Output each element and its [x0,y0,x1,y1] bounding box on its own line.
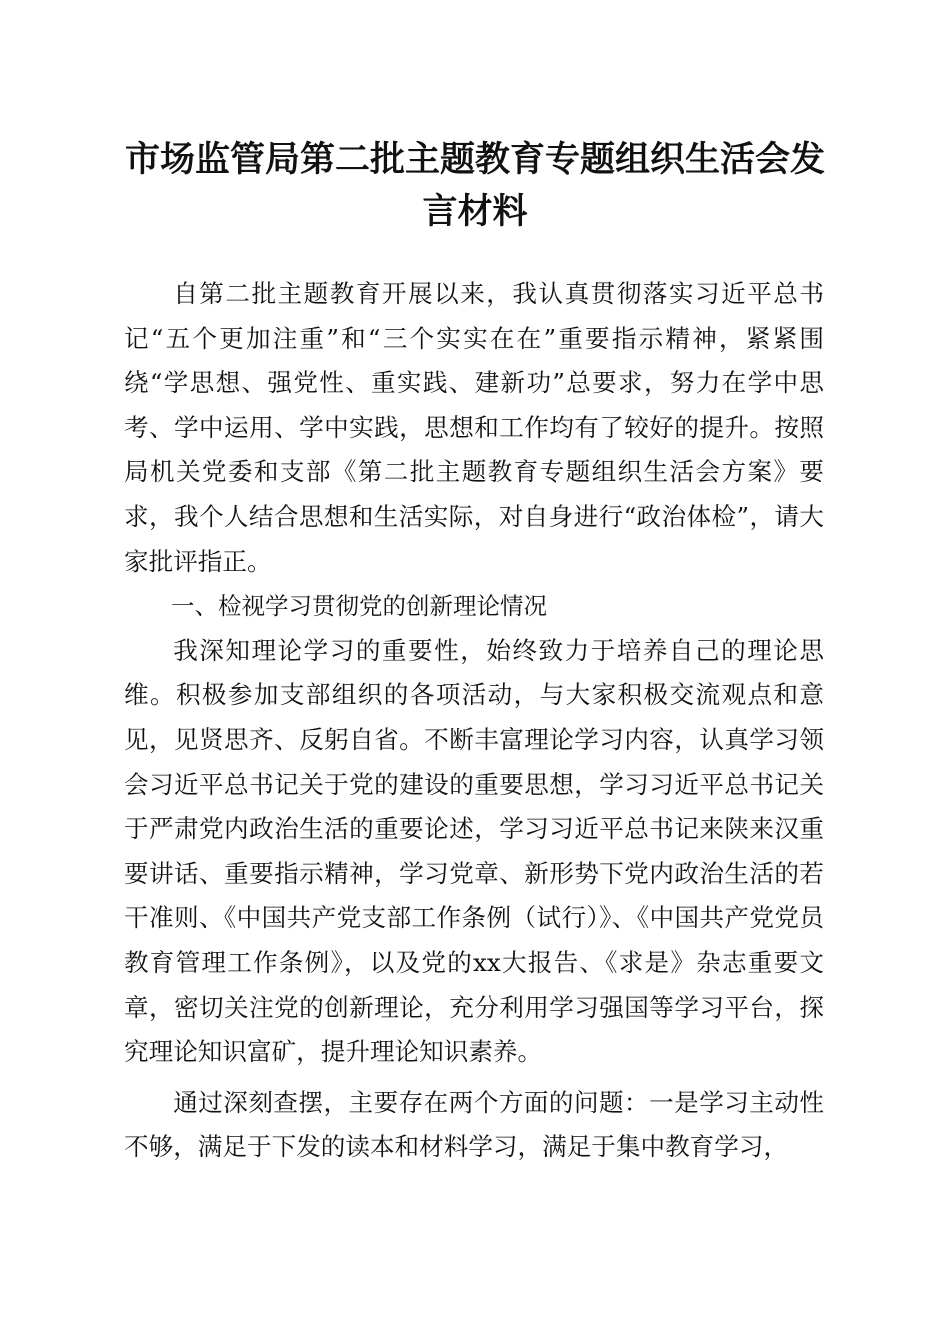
section-heading-1: 一、检视学习贯彻党的创新理论情况 [171,592,547,621]
document-title: 市场监管局第二批主题教育专题组织生活会发言材料 [124,139,825,232]
document-body [124,272,824,1170]
problems-paragraph: 通过深刻查摆，主要存在两个方面的问题：一是学习主动性不够，满足于下发的读本和材料学习，满足于集中教育学习， [124,1087,824,1162]
intro-paragraph: 自第二批主题教育开展以来，我认真贯彻落实习近平总书记“五个更加注重”和“三个实实在在”重要指示精神，紧紧围绕“学思想、强党性、重实践、建新功”总要求，努力在学中思考、学中运用、学中实践，思想和工作均有了较好的提升。按照局机关党委和支部《第二批主题教育专题组织生活会方案》要求，我个人结合思想和生活实际，对自身进行“政治体检”，请大家批评指正。 [124,279,824,576]
theory-study-paragraph: 我深知理论学习的重要性，始终致力于培养自己的理论思维。积极参加支部组织的各项活动，与大家积极交流观点和意见，见贤思齐、反躬自省。不断丰富理论学习内容，认真学习领会习近平总书记关于党的建设的重要思想，学习习近平总书记关于严肃党内政治生活的重要论述，学习习近平总书记来陕来汉重要讲话、重要指示精神，学习党章、新形势下党内政治生活的若干准则、《中国共产党支部工作条例（试行）》、《中国共产党党员教育管理工作条例》，以及党的xx大报告、《求是》杂志重要文章，密切关注党的创新理论，充分利用学习强国等学习平台，探究理论知识富矿，提升理论知识素养。 [124,635,824,1067]
